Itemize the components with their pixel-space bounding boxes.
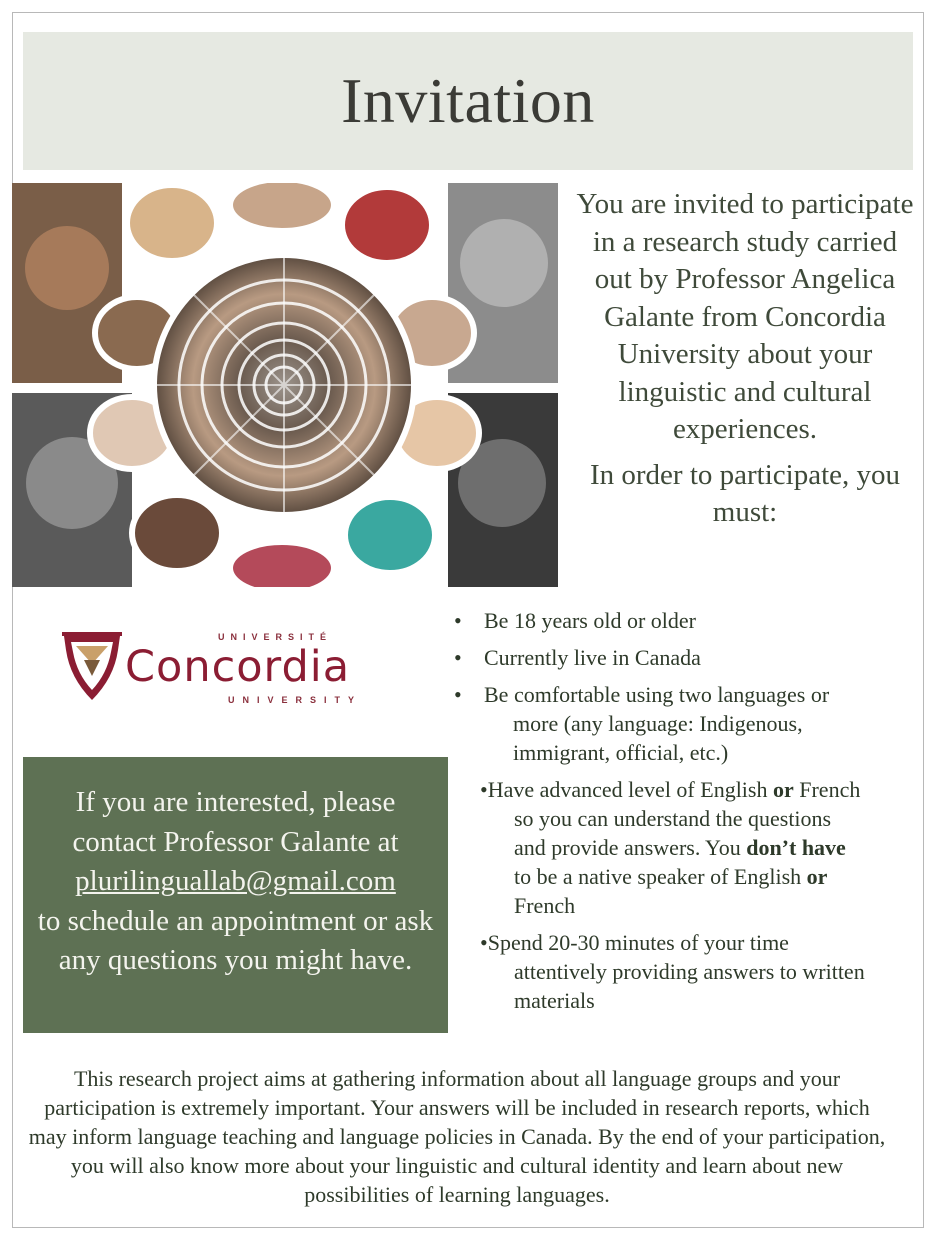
requirement-time: •Spend 20-30 minutes of your time attentively providing answers to written materials [480,930,865,1013]
page-title: Invitation [341,65,595,136]
title-banner [23,32,913,170]
bullet-icon: • [480,930,488,955]
invitation-intro [575,186,915,532]
participation-heading: In order to participate, you must: [589,458,901,528]
logo-universite-text: UNIVERSITÉ [218,632,333,642]
concordia-logo [60,628,390,708]
contact-email-link[interactable]: plurilinguallab@gmail.com [75,865,396,897]
bullet-icon: • [480,777,488,802]
contact-text-after: to schedule an appointment or ask any questions you might have. [37,904,434,976]
logo-university-text: UNIVERSITY [228,695,363,705]
requirement-residence: • Currently live in Canada [454,645,701,670]
bullet-icon: • [454,682,462,707]
intro-paragraph: You are invited to participate in a research study carried out by Professor Angelica Galante from Concordia University about your linguistic and cultural experiences. [576,188,914,445]
project-description: This research project aims at gathering information about all language groups and your participation is extremely important. Your answers will be included in research reports, which may inform language teaching and language policies in Canada. By the end of your participation, you will also know more about your linguistic and cultural identity and learn about new possibilities of learning languages. [28,1066,886,1207]
requirement-languages: • Be comfortable using two languages or more (any language: Indigenous, immigrant, official, etc.) [454,682,830,765]
concordia-shield-icon [62,630,122,706]
requirement-age: • Be 18 years old or older [454,608,696,633]
contact-text-before: If you are interested, please contact Professor Galante at [72,786,399,858]
requirements-list [450,606,920,1023]
collage-graphic [12,183,558,587]
bullet-icon: • [454,608,462,633]
faces-collage-image [12,183,558,587]
contact-box [23,757,448,1033]
bullet-icon: • [454,645,462,670]
requirement-proficiency: •Have advanced level of English or French so you can understand the questions and provide answers. You don’t have to be a native speaker of English or French [480,777,861,918]
logo-wordmark: Concordia [125,642,351,692]
